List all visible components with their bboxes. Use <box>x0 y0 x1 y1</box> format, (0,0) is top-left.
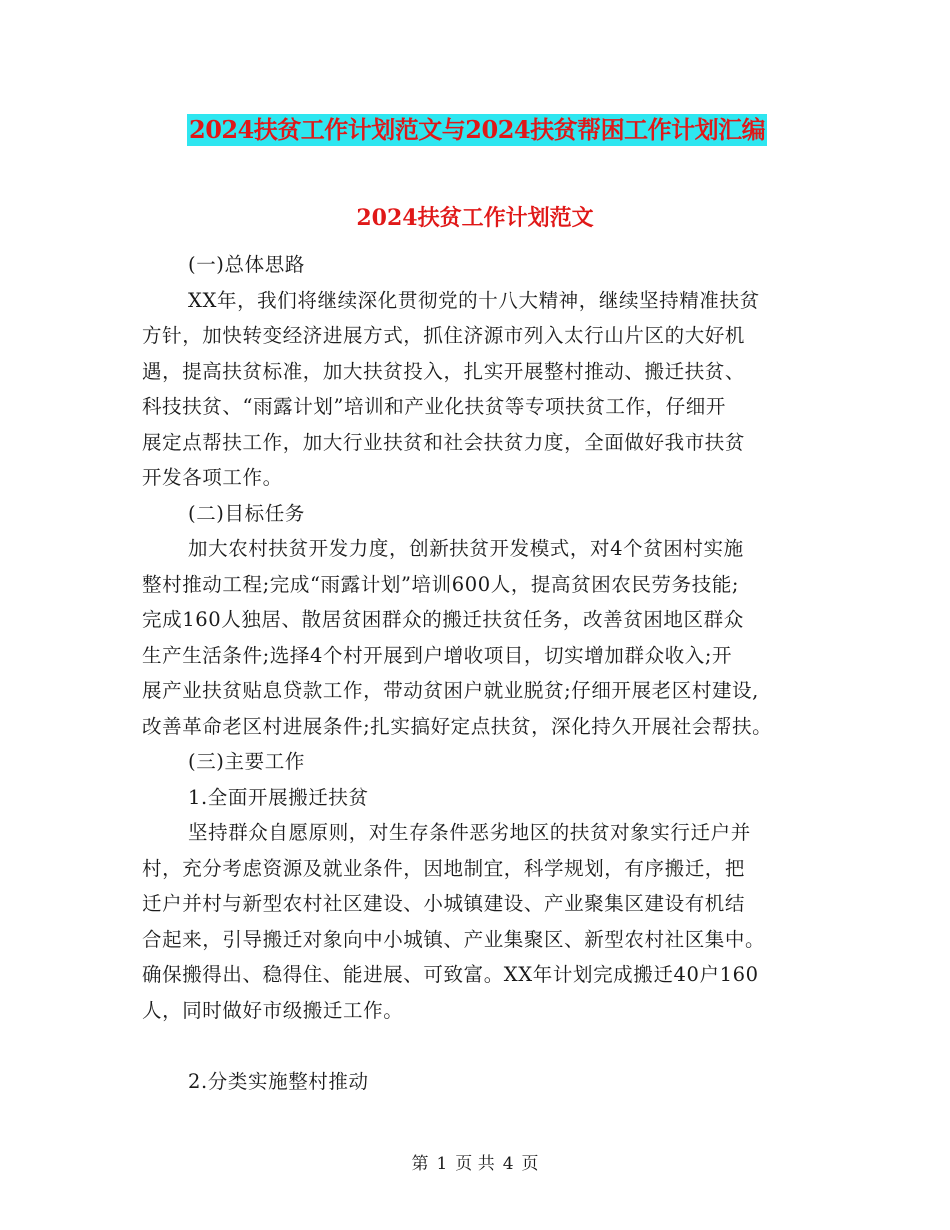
body-text-line: 合起来，引导搬迁对象向中小城镇、产业集聚区、新型农村社区集中。 <box>142 927 766 951</box>
body-text-line: 加大农村扶贫开发力度，创新扶贫开发模式，对4个贫困村实施 <box>188 537 744 560</box>
body-text-line: 展定点帮扶工作，加大行业扶贫和社会扶贫力度，全面做好我市扶贫 <box>142 430 746 454</box>
body-text-line: 科技扶贫、“雨露计划”培训和产业化扶贫等专项扶贫工作，仔细开 <box>142 395 726 418</box>
body-text-line: 完成160人独居、散居贫困群众的搬迁扶贫任务，改善贫困地区群众 <box>142 608 744 631</box>
body-text-line: 坚持群众自愿原则，对生存条件恶劣地区的扶贫对象实行迁户并 <box>188 821 751 844</box>
body-text-line: XX年，我们将继续深化贯彻党的十八大精神，继续坚持精准扶贫 <box>188 288 760 312</box>
current-page-number: 1 <box>436 1154 448 1174</box>
body-text-line: 2.分类实施整村推动 <box>188 1069 369 1093</box>
body-text-line: 开发各项工作。 <box>142 466 283 489</box>
page-footer <box>0 1152 950 1176</box>
body-text-line: 改善革命老区村进展条件;扎实搞好定点扶贫，深化持久开展社会帮扶。 <box>142 714 773 738</box>
body-text-line: (一)总体思路 <box>188 253 305 276</box>
body-text-line: 村，充分考虑资源及就业条件，因地制宜，科学规划，有序搬迁，把 <box>142 856 746 880</box>
body-text-line: 方针，加快转变经济进展方式，抓住济源市列入太行山片区的大好机 <box>142 324 746 347</box>
document-main-title: 2024扶贫工作计划范文与2024扶贫帮困工作计划汇编 <box>189 115 766 144</box>
page-label-mid: 页 共 <box>455 1154 495 1174</box>
body-text-line: (三)主要工作 <box>188 750 305 773</box>
body-text-line: 迁户并村与新型农村社区建设、小城镇建设、产业聚集区建设有机结 <box>142 892 746 915</box>
body-text-line: 展产业扶贫贴息贷款工作，带动贫困户就业脱贫;仔细开展老区村建设, <box>142 679 759 702</box>
page-label-prefix: 第 <box>411 1154 429 1174</box>
body-text-line: 人，同时做好市级搬迁工作。 <box>142 998 404 1022</box>
total-pages-number: 4 <box>502 1154 514 1174</box>
body-text-line: 遇，提高扶贫标准，加大扶贫投入，扎实开展整村推动、搬迁扶贫、 <box>142 359 746 383</box>
body-text-line: 1.全面开展搬迁扶贫 <box>188 785 369 809</box>
body-text-line: (二)目标任务 <box>188 501 305 525</box>
body-text-line: 整村推动工程;完成“雨露计划”培训600人，提高贫困农民劳务技能; <box>142 572 740 596</box>
page-label-suffix: 页 <box>521 1154 539 1174</box>
body-text-line: 确保搬得出、稳得住、能进展、可致富。XX年计划完成搬迁40户160 <box>142 963 759 986</box>
body-text-line <box>142 1028 822 1064</box>
document-body <box>142 247 822 1099</box>
section-title: 2024扶贫工作计划范文 <box>356 205 594 231</box>
body-text-line: 生产生活条件;选择4个村开展到户增收项目，切实增加群众收入;开 <box>142 643 733 667</box>
